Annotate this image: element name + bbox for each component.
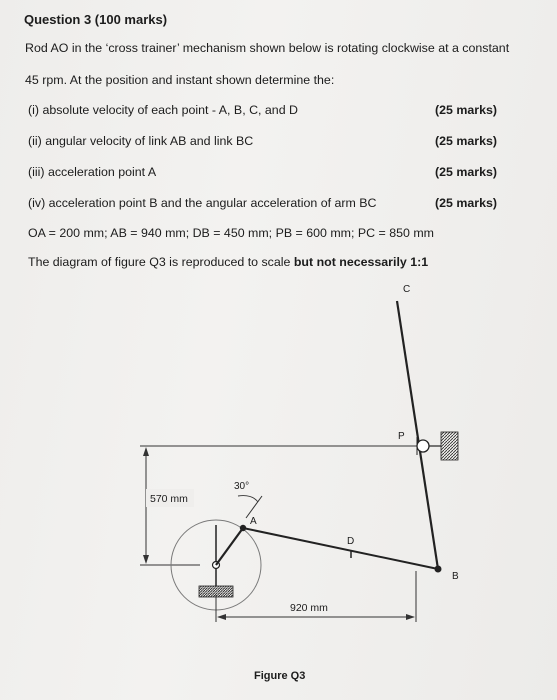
label-d: D — [347, 536, 355, 547]
scale-note-prefix: The diagram of figure Q3 is reproduced to scale — [28, 255, 294, 269]
intro-line-2: 45 rpm. At the position and instant shown determine the: — [25, 73, 335, 87]
angle-reference-line — [246, 496, 262, 518]
part-i-marks: (25 marks) — [435, 103, 497, 117]
angle-label: 30° — [234, 481, 250, 492]
crank-oa — [216, 528, 243, 565]
part-ii-text: (ii) angular velocity of link AB and link BC — [28, 134, 254, 148]
part-iv-text: (iv) acceleration point B and the angular acceleration of arm BC — [28, 196, 377, 210]
label-b: B — [452, 571, 459, 582]
part-ii-marks: (25 marks) — [435, 134, 497, 148]
figure-caption: Figure Q3 — [254, 670, 306, 682]
part-iv-marks: (25 marks) — [435, 196, 497, 210]
height-dim-label: 570 mm — [150, 493, 188, 505]
angle-arc — [238, 496, 258, 502]
height-arrow-top — [143, 447, 149, 456]
label-c: C — [403, 284, 411, 295]
link-ab — [243, 528, 438, 569]
part-iii-marks: (25 marks) — [435, 165, 497, 179]
pivot-p — [417, 440, 429, 452]
label-p: P — [398, 431, 405, 442]
part-i-text: (i) absolute velocity of each point - A, B, C, and D — [28, 103, 298, 117]
intro-line-1: Rod AO in the ‘cross trainer’ mechanism shown below is rotating clockwise at a constant — [25, 41, 510, 55]
part-iii-text: (iii) acceleration point A — [28, 165, 157, 179]
height-arrow-bottom — [143, 555, 149, 564]
width-dim-label: 920 mm — [290, 602, 328, 614]
label-a: A — [250, 516, 257, 527]
point-b — [435, 566, 442, 573]
wall-hatch — [441, 432, 458, 460]
width-arrow-right — [406, 614, 415, 620]
dimensions-line: OA = 200 mm; AB = 940 mm; DB = 450 mm; PB = 600 mm; PC = 850 mm — [28, 226, 434, 240]
scale-note-bold: but not necessarily 1:1 — [293, 255, 429, 269]
width-arrow-left — [217, 614, 226, 620]
question-title: Question 3 (100 marks) — [24, 12, 168, 27]
